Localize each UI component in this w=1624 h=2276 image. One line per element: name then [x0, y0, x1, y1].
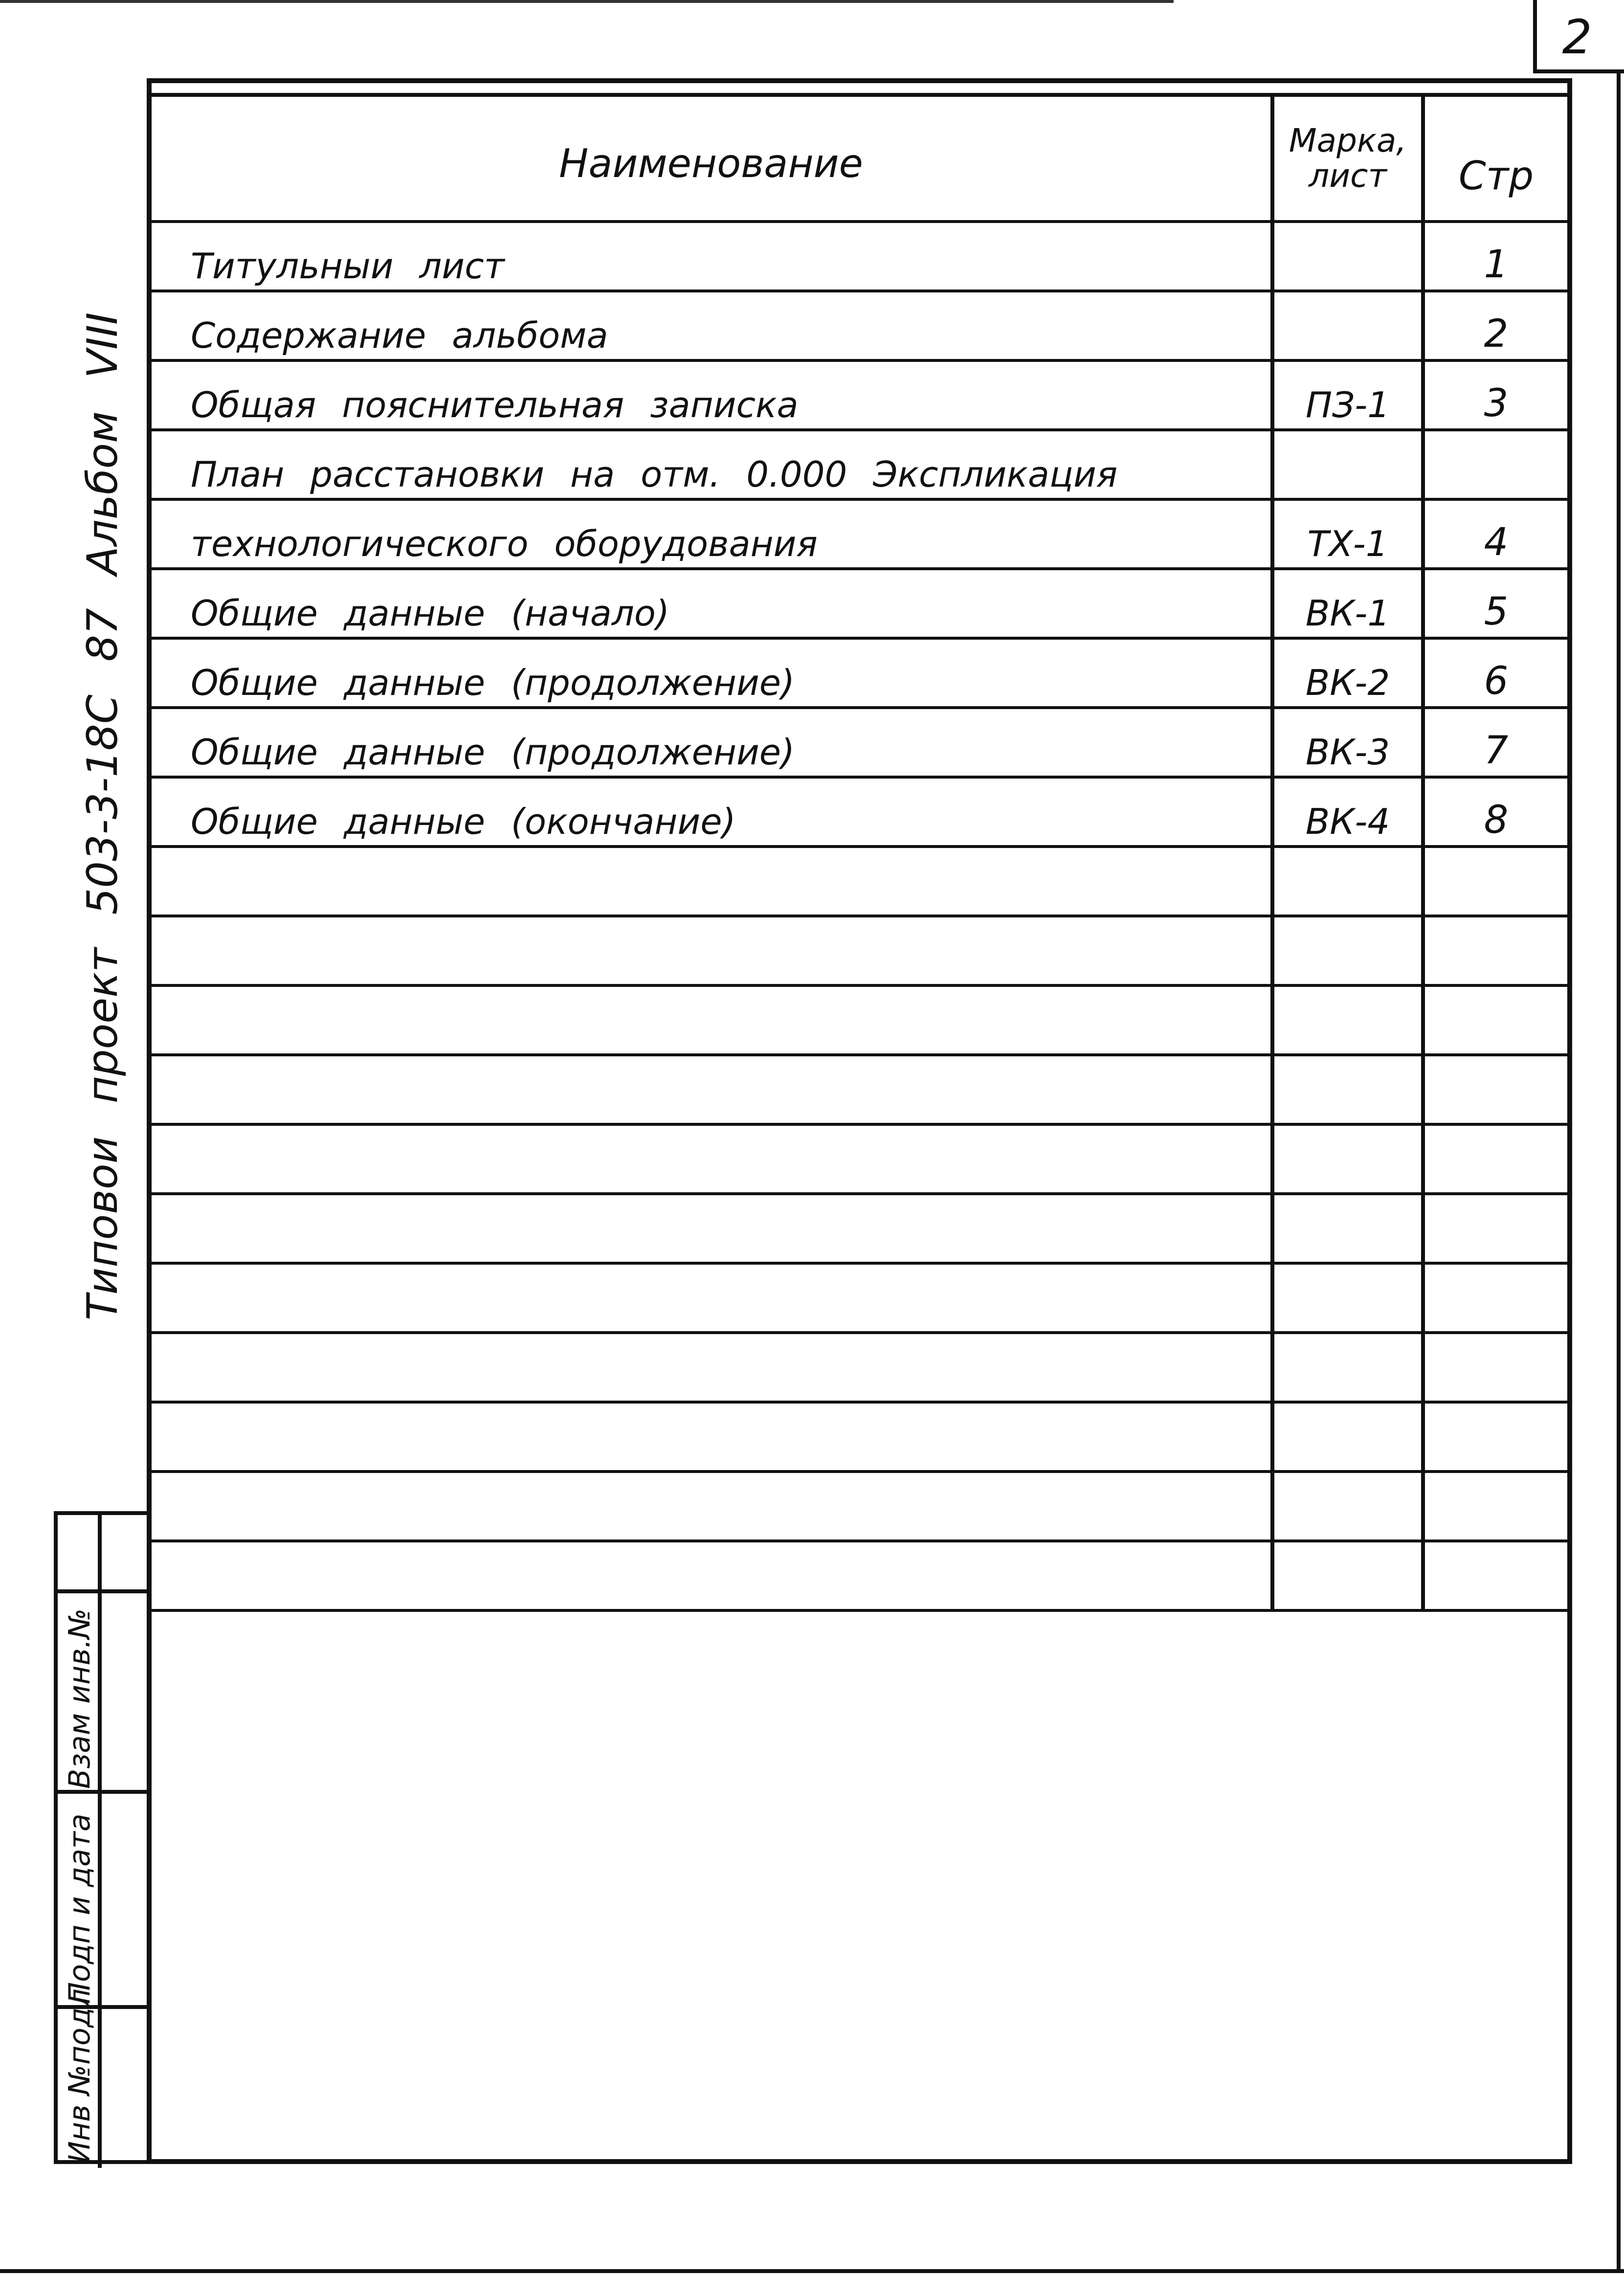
- row-name: [152, 1333, 1272, 1402]
- row-name: План расстановки на отм. 0.000 Экспликация: [152, 430, 1272, 499]
- row-page: [1423, 1472, 1567, 1541]
- row-mark: [1272, 916, 1423, 985]
- row-name: [152, 1541, 1272, 1610]
- row-name: Общие данные (продолжение): [152, 708, 1272, 777]
- row-page: [1423, 430, 1567, 499]
- row-page: 4: [1423, 499, 1567, 569]
- contents-row: [152, 1055, 1567, 1124]
- header-mark-line2: лист: [1309, 157, 1387, 195]
- row-name: Общая пояснительная записка: [152, 360, 1272, 430]
- row-name: [152, 985, 1272, 1055]
- contents-row: [152, 360, 1567, 430]
- row-mark: [1272, 847, 1423, 916]
- row-page: [1423, 1333, 1567, 1402]
- row-page: [1423, 1541, 1567, 1610]
- row-name: Общие данные (продолжение): [152, 638, 1272, 708]
- row-mark: [1272, 1124, 1423, 1194]
- row-mark: ВК-2: [1272, 638, 1423, 708]
- row-page: [1423, 1055, 1567, 1124]
- contents-row: [152, 1194, 1567, 1263]
- contents-table-body: [152, 222, 1567, 1610]
- row-mark: [1272, 222, 1423, 291]
- contents-row: [152, 1472, 1567, 1541]
- sheet-bottom-edge: [0, 2269, 1624, 2273]
- row-mark: ПЗ-1: [1272, 360, 1423, 430]
- row-mark: ВК-3: [1272, 708, 1423, 777]
- row-mark: [1272, 1402, 1423, 1472]
- row-name: [152, 1263, 1272, 1333]
- stamp-strip-inventory: [58, 1988, 102, 2168]
- contents-row: [152, 708, 1567, 777]
- contents-row: [152, 1402, 1567, 1472]
- row-mark: [1272, 1541, 1423, 1610]
- row-page: [1423, 916, 1567, 985]
- row-mark: [1272, 985, 1423, 1055]
- row-page: 8: [1423, 777, 1567, 847]
- header-name: Наименование: [152, 95, 1272, 222]
- row-page: [1423, 985, 1567, 1055]
- stamp-column: [54, 1511, 147, 2164]
- row-mark: [1272, 1263, 1423, 1333]
- header-page: Стр: [1423, 95, 1567, 222]
- contents-table-header: [152, 95, 1567, 222]
- contents-row: [152, 291, 1567, 360]
- page-number: 2: [1562, 10, 1592, 65]
- header-mark-line1: Марка,: [1289, 122, 1407, 159]
- row-page: 5: [1423, 569, 1567, 638]
- stamp-label-replace: Взам инв.№: [63, 1608, 97, 1789]
- row-page: [1423, 1124, 1567, 1194]
- row-page: [1423, 1263, 1567, 1333]
- row-name: Общие данные (начало): [152, 569, 1272, 638]
- contents-row: [152, 985, 1567, 1055]
- row-page: 6: [1423, 638, 1567, 708]
- stamp-cell-inventory: [58, 1988, 147, 2168]
- row-mark: [1272, 1194, 1423, 1263]
- contents-row: [152, 569, 1567, 638]
- row-name: [152, 847, 1272, 916]
- row-page: 2: [1423, 291, 1567, 360]
- contents-row: [152, 1333, 1567, 1402]
- contents-row: [152, 1263, 1567, 1333]
- row-mark: [1272, 430, 1423, 499]
- row-mark: [1272, 1472, 1423, 1541]
- stamp-label-signature: Подп и дата: [63, 1813, 97, 2004]
- row-page: 7: [1423, 708, 1567, 777]
- row-page: 1: [1423, 222, 1567, 291]
- row-name: [152, 916, 1272, 985]
- contents-row: [152, 847, 1567, 916]
- row-name: [152, 1402, 1272, 1472]
- contents-row: [152, 916, 1567, 985]
- row-name: технологического оборудования: [152, 499, 1272, 569]
- row-mark: ВК-1: [1272, 569, 1423, 638]
- row-name: [152, 1194, 1272, 1263]
- row-page: [1423, 847, 1567, 916]
- row-name: [152, 1124, 1272, 1194]
- row-name: [152, 1055, 1272, 1124]
- contents-table: [152, 93, 1567, 1612]
- row-mark: ВК-4: [1272, 777, 1423, 847]
- contents-row: [152, 638, 1567, 708]
- row-name: Общие данные (окончание): [152, 777, 1272, 847]
- row-mark: [1272, 291, 1423, 360]
- row-name: Титульныи лист: [152, 222, 1272, 291]
- row-mark: [1272, 1333, 1423, 1402]
- contents-row: [152, 499, 1567, 569]
- side-title: Типовои проект 503-3-18С 87 Альбом VIII: [78, 312, 127, 1320]
- contents-row: [152, 1124, 1567, 1194]
- stamp-label-inventory: Инв №подл: [63, 1988, 97, 2163]
- sheet-right-edge: [1617, 73, 1621, 2269]
- row-mark: ТХ-1: [1272, 499, 1423, 569]
- row-page: [1423, 1194, 1567, 1263]
- contents-row: [152, 430, 1567, 499]
- header-mark: [1272, 95, 1423, 222]
- contents-row: [152, 1541, 1567, 1610]
- row-page: 3: [1423, 360, 1567, 430]
- sheet-top-edge: [0, 0, 1174, 3]
- contents-row: [152, 222, 1567, 291]
- row-mark: [1272, 1055, 1423, 1124]
- row-name: Содержание альбома: [152, 291, 1272, 360]
- contents-row: [152, 777, 1567, 847]
- row-page: [1423, 1402, 1567, 1472]
- row-name: [152, 1472, 1272, 1541]
